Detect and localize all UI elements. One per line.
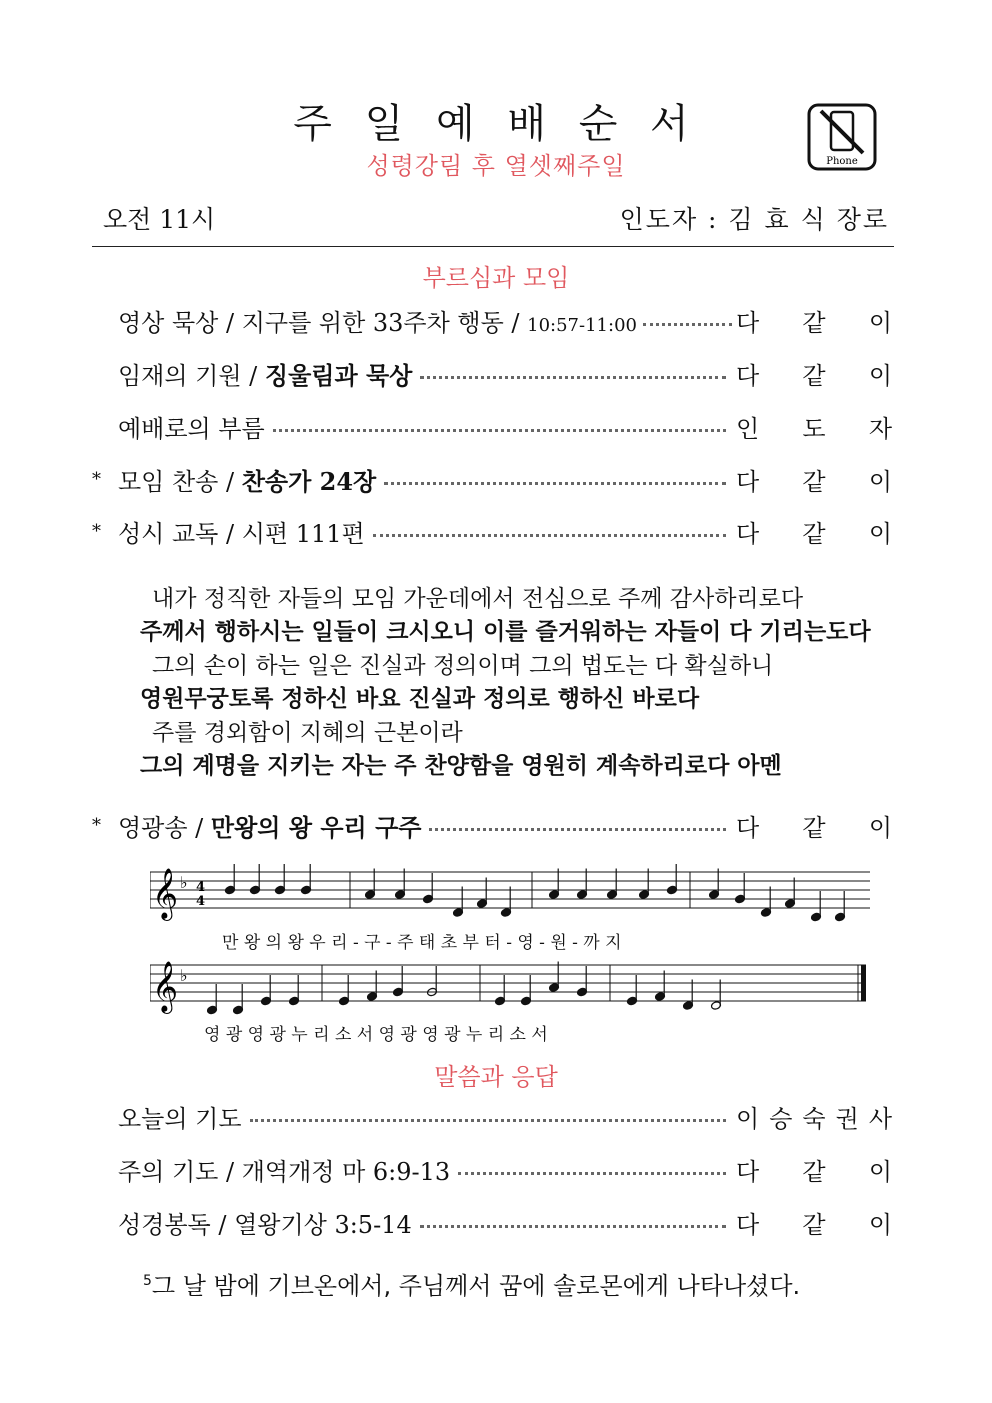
order-item-lords-prayer: 주의 기도 / 개역개정 마 6:9-13 다 같 이: [118, 1157, 892, 1186]
reading-line-leader: 내가 정직한 자들의 모임 가운데에서 전심으로 주께 감사하리로다: [152, 586, 804, 612]
phone-label: Phone: [826, 156, 858, 167]
page-subtitle: 성령강림 후 열셋째주일: [366, 152, 626, 180]
service-time: 오전 11시: [103, 205, 216, 234]
scripture-verse: $^5$그 날 밤에 기브온에서, 주님께서 꿈에 솔로몬에게 나타나셨다.: [143, 1272, 801, 1300]
order-item-gloria: * 영광송 / 만왕의 왕 우리 구주 다 같 이: [92, 812, 892, 842]
section-word: 말씀과 응답: [434, 1063, 558, 1091]
time-sig-bottom: 4: [196, 894, 206, 909]
page-title: 주 일 예 배 순 서: [293, 101, 699, 147]
service-leader: 인도자 : 김 효 식 장로: [619, 205, 889, 234]
reading-line-leader: 주를 경외함이 지혜의 근본이라: [152, 720, 463, 746]
section-calling: 부르심과 모임: [422, 264, 570, 292]
header-divider: [92, 246, 894, 247]
order-item-call-to-worship: 예배로의 부름 인 도 자: [118, 414, 892, 443]
music-score: [150, 862, 880, 1044]
svg-text:𝄞: 𝄞: [152, 868, 179, 919]
order-item-invocation: 임재의 기원 / 징울림과 묵상 다 같 이: [118, 360, 892, 390]
reading-line-congregation: 영원무궁토록 정하신 바요 진실과 정의로 행하신 바로다: [140, 686, 700, 712]
reading-line-leader: 그의 손이 하는 일은 진실과 정의이며 그의 법도는 다 확실하니: [152, 653, 774, 679]
lyrics-line-1: 만 왕 의 왕 우 리 - 구 - 주 태 초 부 터 - 영 - 원 - 까 지: [222, 933, 622, 953]
order-item-gathering-hymn: * 모임 찬송 / 찬송가 24장 다 같 이: [92, 466, 892, 496]
svg-text:𝄞: 𝄞: [152, 961, 179, 1012]
order-item-scripture-reading: 성경봉독 / 열왕기상 3:5-14 다 같 이: [118, 1210, 892, 1239]
lyrics-line-2: 영 광 영 광 누 리 소 서 영 광 영 광 누 리 소 서: [204, 1025, 548, 1045]
reading-line-congregation: 주께서 행하시는 일들이 크시오니 이를 즐거워하는 자들이 다 기리는도다: [140, 619, 871, 645]
time-sig-top: 4: [196, 880, 206, 895]
order-item-meditation: 영상 묵상 / 지구를 위한 33주차 행동 / 10:57-11:00 다 같 이: [118, 308, 892, 337]
svg-text:♭: ♭: [180, 873, 188, 892]
order-item-prayer: 오늘의 기도 이 승 숙 권 사: [118, 1104, 892, 1133]
reading-line-congregation: 그의 계명을 지키는 자는 주 찬양함을 영원히 계속하리로다 아멘: [140, 753, 782, 779]
svg-text:♭: ♭: [180, 966, 188, 985]
order-item-psalm-reading: * 성시 교독 / 시편 111편 다 같 이: [92, 519, 892, 548]
no-phone-icon: [807, 103, 877, 171]
